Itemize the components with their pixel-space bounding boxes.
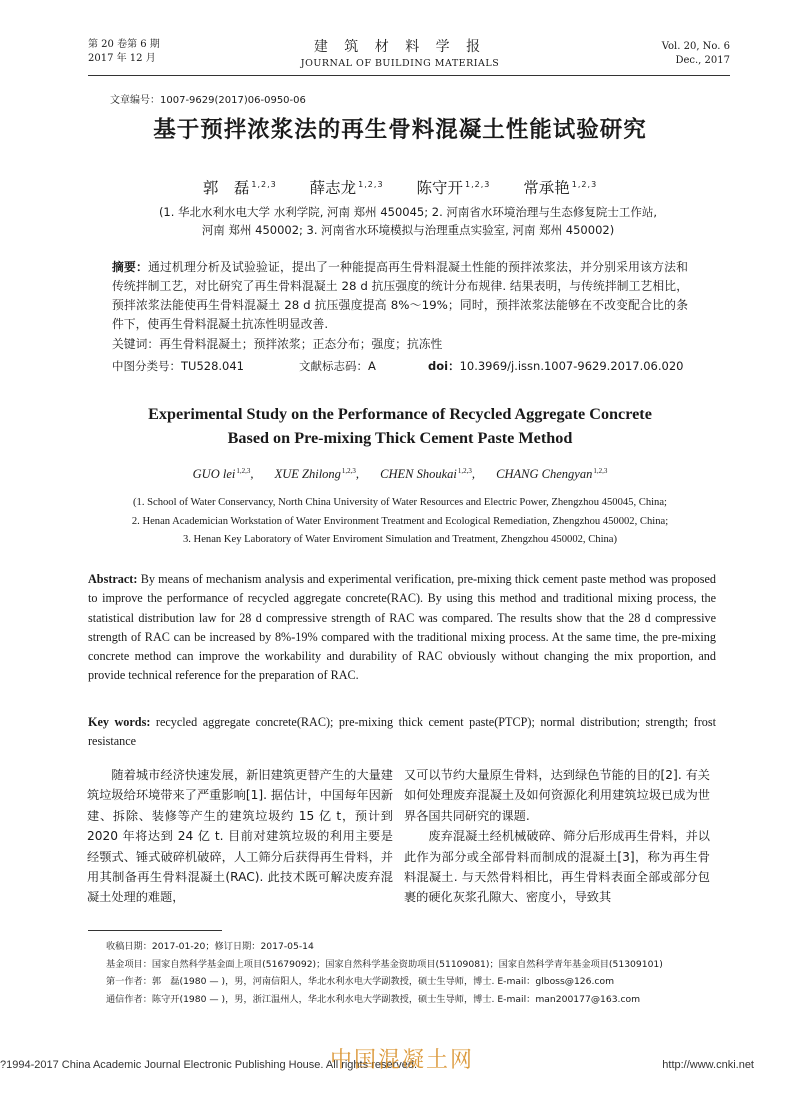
header-divider — [88, 75, 730, 76]
document-code: 文献标志码：A — [299, 359, 376, 373]
abstract-cn — [112, 258, 688, 334]
authors-en — [0, 467, 800, 482]
article-number: 文章编号：1007-9629(2017)06-0950-06 — [110, 95, 306, 106]
paper-title-cn: 基于预拌浓浆法的再生骨料混凝土性能试验研究 — [153, 117, 647, 143]
abstract-en-label: Abstract: — [88, 572, 138, 586]
volume-issue-en: Vol. 20, No. 6 — [661, 41, 730, 52]
volume-issue-cn: 第 20 卷第 6 期 — [88, 39, 160, 50]
keywords-cn — [112, 335, 688, 352]
affiliation-line: (1. School of Water Conservancy, North China University of Water Resources and Electric Power, Zhengzhou 450045, China; — [133, 497, 667, 508]
body-paragraph: 废弃混凝土经机械破碎、筛分后形成再生骨料，并以此作为部分或全部骨料而制成的混凝土[3]，称为再生骨料混凝土. 与天然骨料相比，再生骨料表面全部或部分包裹的硬化灰浆孔隙大、密度小，导致其 — [404, 829, 710, 905]
author-en: GUO lei$^{1,2,3}$, — [192, 467, 254, 482]
date-en: Dec., 2017 — [675, 55, 730, 66]
author-cn: 薛志龙 $^{1,2,3}$ — [309, 179, 384, 197]
abstract-cn-label: 摘要： — [112, 260, 149, 274]
affiliations-en — [80, 494, 720, 550]
footnote-received: 收稿日期：2017-01-20；修订日期：2017-05-14 — [106, 941, 314, 952]
body-paragraph: 又可以节约大量原生骨料，达到绿色节能的目的[2]. 有关如何处理废弃混凝土及如何资源化利用建筑垃圾已成为世界各国共同研究的课题. — [404, 768, 710, 823]
abstract-en-text: By means of mechanism analysis and experimental verification, pre-mixing thick cement paste method was proposed to improve the performance of recycled aggregate concrete(RAC). By using this method and traditional mixing process, the statistical distribution law for 28 d compressive strength of RAC was compared. The results show that the 28 d compressive strength of RAC can be increased by 8%-19% compared with the traditional mixing process. At the same time, the pre-mixing concrete method can improve the workability and durability of RAC obviously without changing the mix proportion, and provide technical reference for the preparation of RAC. — [88, 572, 716, 683]
affiliation-line: 3. Henan Key Laboratory of Water Enviroment Simulation and Treatment, Zhengzhou 450002, China) — [182, 534, 618, 545]
footnote-first-author: 第一作者：郭 磊(1980 — )，男，河南信阳人，华北水利水电大学副教授，硕士生导师，博士. E-mail：glboss@126.com — [106, 976, 615, 987]
clc-number: 中图分类号：TU528.041 — [112, 359, 244, 373]
authors-cn — [0, 176, 800, 198]
author-en: CHANG Chengyan$^{1,2,3}$ — [496, 467, 608, 482]
keywords-cn-text: 再生骨料混凝土；预拌浓浆；正态分布；强度；抗冻性 — [159, 337, 443, 351]
author-cn: 陈守开 $^{1,2,3}$ — [416, 179, 491, 197]
keywords-en-label: Key words: — [88, 715, 151, 729]
author-en: XUE Zhilong$^{1,2,3}$, — [274, 467, 360, 482]
affiliation-line: 河南 郑州 450002; 3. 河南省水环境模拟与治理重点实验室, 河南 郑州 450002) — [201, 223, 615, 237]
paper-title-en: Experimental Study on the Performance of Recycled Aggregate Concrete Based on Pre-mixing Thick Cement Paste Method — [148, 405, 652, 447]
doi: doi：10.3969/j.issn.1007-9629.2017.06.020 — [428, 359, 684, 373]
body-paragraph: 随着城市经济快速发展，新旧建筑更替产生的大量建筑垃圾给环境带来了严重影响[1]. 据估计，中国每年因新建、拆除、装修等产生的建筑垃圾约 15 亿 t，预计到 2020 年将达到 24 亿 t. 目前对建筑垃圾的利用主要是经颚式、锤式破碎机破碎，人工筛分后获得再生骨料，并用其制备再生骨料混凝土(RAC). 此技术既可解决废弃混凝土处理的难题， — [87, 768, 393, 905]
author-cn: 常承艳 $^{1,2,3}$ — [523, 179, 598, 197]
footnote-divider — [88, 930, 222, 931]
site-watermark: 中国混凝土网 — [330, 1048, 475, 1073]
abstract-cn-text: 通过机理分析及试验验证，提出了一种能提高再生骨料混凝土性能的预拌浓浆法，并分别采用该方法和传统拌制工艺，对比研究了再生骨料混凝土 28 d 抗压强度的统计分布规律. 结果表明，与传统拌制工艺相比，预拌浓浆法能使再生骨料混凝土 28 d 抗压强度提高 8%～19%；同时，预拌浓浆法能够在不改变配合比的条件下，使再生骨料混凝土抗冻性明显改善. — [112, 260, 688, 331]
affiliation-line: 2. Henan Academician Workstation of Water Environment Treatment and Ecological Remediation, Zhengzhou 450002, China; — [131, 515, 669, 527]
keywords-cn-label: 关键词： — [112, 337, 160, 351]
affiliation-line: (1. 华北水利水电大学 水利学院, 河南 郑州 450045; 2. 河南省水环境治理与生态修复院士工作站, — [158, 205, 658, 219]
author-cn: 郭 磊 $^{1,2,3}$ — [202, 179, 277, 197]
body-column-right — [404, 765, 710, 908]
affiliations-cn — [108, 203, 708, 239]
keywords-en-text: recycled aggregate concrete(RAC); pre-mixing thick cement paste(PTCP); normal distribution; strength; frost resistance — [88, 715, 716, 749]
journal-title-cn: 建 筑 材 料 学 报 — [313, 39, 487, 55]
date-cn: 2017 年 12 月 — [88, 53, 156, 64]
abstract-en — [88, 570, 716, 686]
footnote-corresponding-author: 通信作者：陈守开(1980 — )，男，浙江温州人，华北水利水电大学副教授，硕士生导师，博士. E-mail：man200177@163.com — [106, 993, 641, 1005]
footnotes — [106, 938, 716, 1008]
author-en: CHEN Shoukai$^{1,2,3}$, — [380, 467, 476, 482]
copyright-notice: ?1994-2017 China Academic Journal Electronic Publishing House. All rights reserved. — [0, 1059, 418, 1071]
cnki-link[interactable]: http://www.cnki.net — [662, 1059, 754, 1071]
footnote-funding: 基金项目：国家自然科学基金面上项目(51679092)；国家自然科学基金资助项目(51109081)；国家自然科学青年基金项目(51309101) — [106, 958, 663, 970]
header-issue-info-en — [662, 40, 730, 68]
body-column-left — [87, 765, 393, 908]
journal-title-en: JOURNAL OF BUILDING MATERIALS — [300, 58, 500, 69]
keywords-en — [88, 713, 716, 752]
